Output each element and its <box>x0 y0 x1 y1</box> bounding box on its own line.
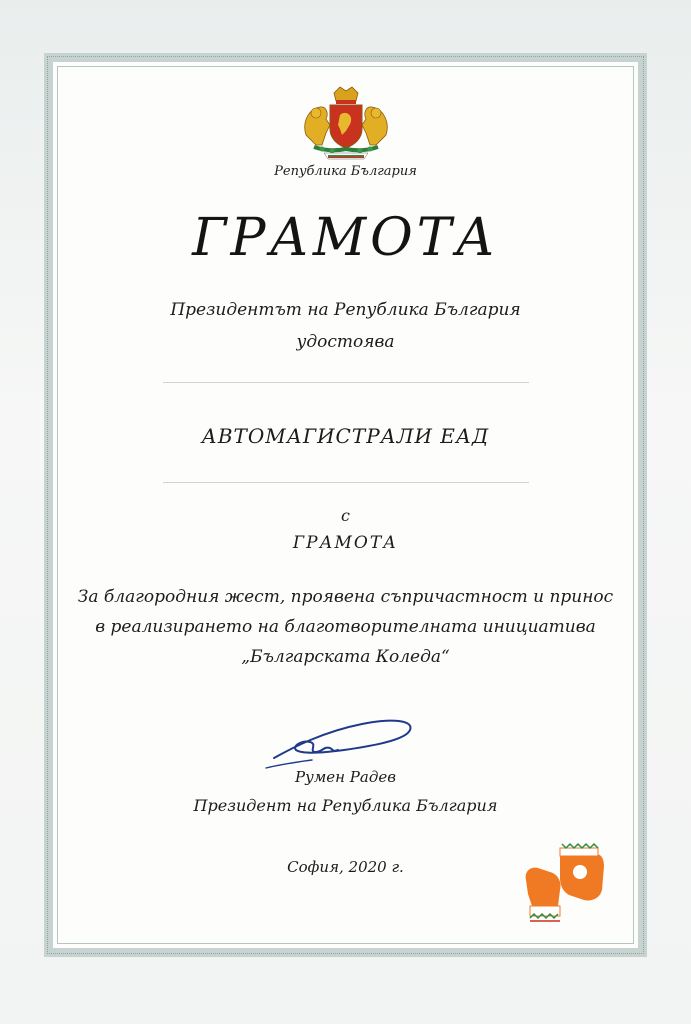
signer-title: Президент на Република България <box>193 796 498 815</box>
document-title: ГРАМОТА <box>192 208 499 268</box>
award-name: ГРАМОТА <box>292 533 399 553</box>
reason-line-2: в реализирането на благотворителната инициатива <box>95 617 596 637</box>
emblem-caption: Република България <box>274 164 417 179</box>
reason-line-3: „Българската Коледа“ <box>241 647 450 667</box>
bulgarian-coat-of-arms-icon <box>296 85 396 163</box>
intro-line-1: Президентът на Република България <box>170 300 521 320</box>
place-and-date: София, 2020 г. <box>287 858 404 876</box>
intro-line-2: удостоява <box>296 332 395 352</box>
mittens-icon <box>520 832 610 924</box>
recipient-name: АВТОМАГИСТРАЛИ ЕАД <box>201 424 490 448</box>
award-reason <box>0 582 691 672</box>
separator-top <box>163 382 529 383</box>
signature-graphic <box>262 712 422 774</box>
reason-line-1: За благородния жест, проявена съпричастност и принос <box>77 587 614 607</box>
signer-name: Румен Радев <box>295 768 396 786</box>
separator-bottom <box>163 482 529 483</box>
with-word: с <box>341 506 350 525</box>
decorative-frame <box>44 53 647 957</box>
